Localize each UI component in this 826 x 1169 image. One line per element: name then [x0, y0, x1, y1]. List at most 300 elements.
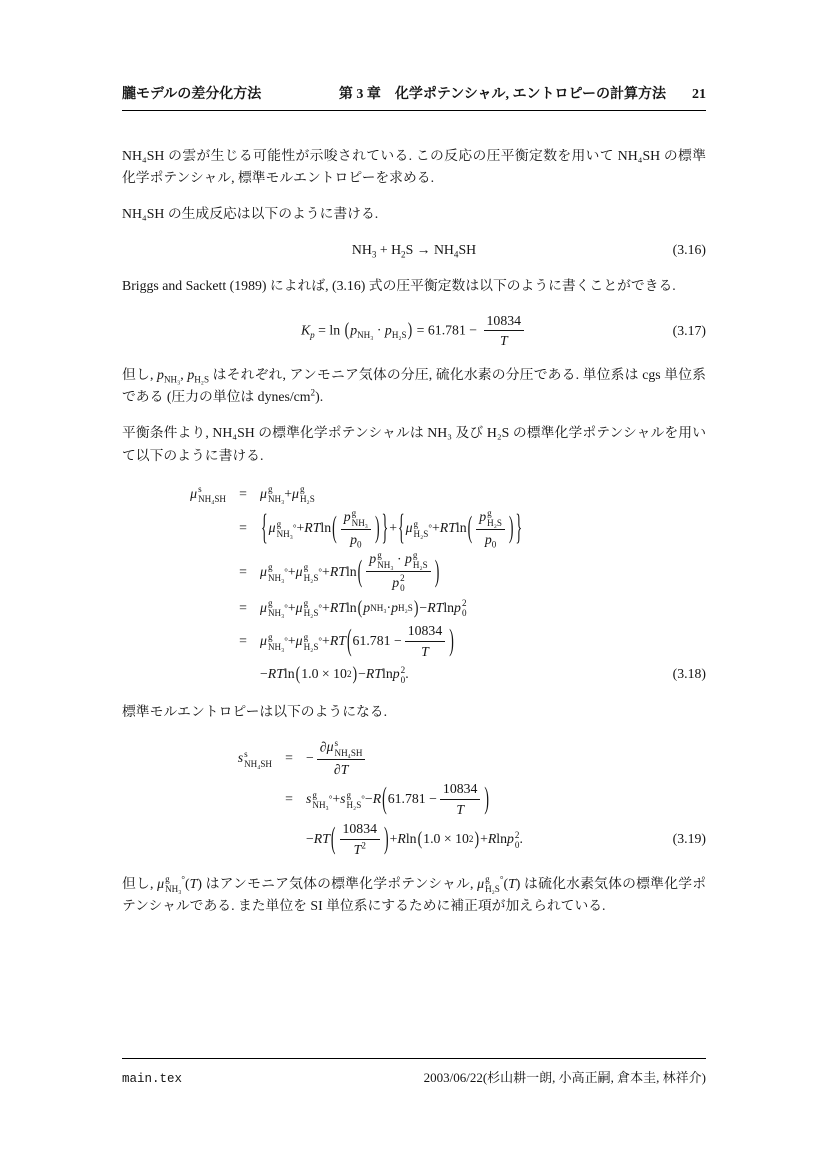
- math-delimiter: (: [382, 781, 387, 815]
- math-subscript: NH₄SH: [244, 758, 272, 769]
- math-text: 但し,: [122, 367, 158, 383]
- math-subscript: 0: [357, 539, 362, 550]
- math-delimiter: }: [515, 507, 523, 547]
- eq-rhs: s g NH₃ ° + s g H₂S ° − R ( 61.781 − $\frac{10834}{T}$ ): [306, 780, 706, 819]
- math-text: +: [287, 599, 296, 615]
- math-subscript: NH₃: [267, 494, 285, 505]
- math-text: = 61.781 −: [413, 322, 481, 338]
- math-text: +: [389, 831, 398, 847]
- page-header: [122, 86, 706, 111]
- math-superscript: °: [499, 874, 504, 885]
- math-scripts: [485, 874, 500, 894]
- math-superscript: g: [346, 789, 352, 800]
- math-superscript: g: [413, 518, 419, 529]
- math-var: p: [343, 508, 351, 524]
- math-var: p: [392, 574, 400, 590]
- eq-rhs: μ g NH₃ ° + μ g H₂S ° + RT ln ( p g NH₃ · p g H₂S p 2 0 ): [260, 550, 706, 594]
- math-text: 1.0 × 10: [301, 666, 347, 682]
- math-delimiter: ): [413, 596, 419, 618]
- math-var: p: [391, 599, 399, 615]
- math-delimiter: (: [332, 510, 337, 544]
- math-scripts: [277, 519, 293, 539]
- math-superscript: g: [267, 631, 273, 642]
- math-text: 但し,: [122, 875, 158, 891]
- math-var: RT: [365, 666, 383, 682]
- eq-rhs: μ g NH₃ ° + μ g H₂S ° + RT ( 61.781 − $\frac{10834}{T}$ ): [260, 622, 706, 661]
- math-var: ∂T: [333, 761, 349, 777]
- math-subscript: NH₃: [267, 608, 285, 619]
- math-superscript: g: [267, 562, 273, 573]
- math-text: ln: [496, 831, 508, 847]
- math-scripts: [300, 484, 315, 504]
- math-var-scripted: [326, 737, 363, 758]
- math-delimiter: ): [474, 827, 480, 849]
- math-subscript: H₂S: [413, 529, 429, 540]
- eq-rhs: μ g NH₃ ° + μ g H₂S ° + RT ln ( p NH₃ · p H₂S ) − RT ln p 2 0: [260, 597, 706, 619]
- math-var: T: [456, 801, 465, 817]
- math-text: ln: [320, 520, 332, 536]
- math-subscript: NH₃: [357, 329, 374, 340]
- math-var-scripted: [260, 597, 284, 619]
- math-text: 10834: [442, 780, 478, 796]
- math-text: +: [389, 520, 397, 536]
- math-text: ·: [386, 599, 392, 615]
- math-denominator: [482, 530, 499, 549]
- math-delimiter: {: [397, 507, 405, 547]
- math-numerator: [405, 622, 446, 642]
- math-var: T: [353, 841, 362, 857]
- math-var: μ: [477, 875, 485, 891]
- math-text: +: [480, 831, 488, 847]
- math-scripts: [304, 598, 319, 618]
- math-superscript: s: [244, 748, 248, 759]
- eq-relation: =: [239, 520, 247, 536]
- math-text: = ln: [314, 322, 344, 338]
- math-var: p: [384, 322, 392, 338]
- math-var-scripted: [269, 517, 293, 539]
- math-scripts: [165, 874, 181, 894]
- math-subscript: 2: [401, 250, 406, 261]
- math-subscript: NH₄SH: [198, 494, 226, 505]
- paragraph-1: [122, 145, 706, 189]
- math-subscript: p: [310, 329, 315, 340]
- equation-row: [122, 820, 706, 859]
- math-superscript: g: [377, 549, 382, 560]
- math-text: +: [287, 633, 296, 649]
- math-superscript: g: [165, 874, 170, 885]
- math-numerator: [440, 780, 481, 800]
- math-text: ln: [283, 666, 295, 682]
- math-superscript: g: [303, 562, 309, 573]
- math-scripts: [268, 598, 284, 618]
- math-delimiter: (: [346, 623, 352, 657]
- math-subscript: H₂S: [194, 374, 210, 385]
- math-text: +: [322, 599, 330, 615]
- math-var: μ: [295, 599, 303, 615]
- math-var-scripted: [306, 788, 329, 810]
- math-text: Briggs and Sackett (1989) によれば, (3.16) 式の圧平衡定数は以下のように書くことができる.: [122, 278, 676, 294]
- eq-rhs: − RT ln ( 1.0 × 10 2 ) − RT ln p 2 0 .: [260, 663, 706, 685]
- eq-relation: =: [239, 485, 247, 501]
- math-scripts: [346, 790, 361, 810]
- paragraph-7: [122, 873, 706, 917]
- math-superscript: 2: [514, 829, 520, 840]
- math-subscript: NH₃: [276, 529, 293, 540]
- footer-date: 2003/06/22(杉山耕一朗, 小高正嗣, 倉本圭, 林祥介): [423, 1070, 706, 1085]
- math-subscript: NH₃: [163, 374, 181, 385]
- math-var: μ: [292, 485, 299, 501]
- math-scripts: [304, 632, 319, 652]
- math-var-scripted: [296, 597, 319, 619]
- paragraph-2: [122, 203, 706, 225]
- page-footer: [122, 1058, 706, 1086]
- math-subscript: NH₃: [351, 517, 368, 528]
- equation-body: [122, 239, 706, 261]
- math-superscript: g: [351, 507, 357, 518]
- math-scripts: [268, 484, 284, 504]
- math-subscript: 0: [491, 539, 497, 550]
- math-var-scripted: [292, 483, 315, 505]
- math-var-scripted: [406, 517, 429, 539]
- math-text: ·: [393, 551, 405, 567]
- math-text: ·: [373, 322, 385, 338]
- math-superscript: 2: [400, 665, 406, 676]
- math-text: −: [260, 666, 268, 682]
- math-subscript: H₂S: [412, 560, 428, 571]
- math-scripts: [312, 790, 328, 810]
- math-var: p: [392, 666, 400, 682]
- paragraph-5: [122, 422, 706, 466]
- math-subscript: 0: [514, 839, 520, 850]
- math-numerator: [340, 820, 381, 840]
- math-subscript: H₂S: [303, 608, 319, 619]
- math-text: +: [322, 563, 330, 579]
- math-scripts: [268, 632, 284, 652]
- math-var-scripted: [393, 663, 405, 685]
- math-denominator: [418, 642, 432, 661]
- math-denominator: [347, 530, 364, 549]
- math-denominator: [453, 800, 467, 819]
- math-scripts: [400, 573, 405, 593]
- math-var: μ: [260, 485, 267, 501]
- eq-relation: =: [239, 599, 247, 615]
- math-superscript: s: [198, 484, 202, 495]
- math-text: ).: [315, 389, 324, 405]
- math-fraction: [476, 508, 505, 549]
- math-var-scripted: [507, 828, 519, 850]
- math-delimiter: (: [467, 510, 473, 544]
- equation-number: (3.17): [672, 322, 706, 338]
- math-superscript: g: [276, 518, 282, 529]
- equation-row: [122, 481, 706, 507]
- math-scripts: [487, 508, 502, 528]
- paragraph-6: [122, 701, 706, 723]
- math-delimiter: ): [407, 318, 413, 340]
- math-var: s: [237, 750, 244, 766]
- math-text: S → NH: [405, 242, 454, 258]
- math-subscript: H₂S: [299, 494, 315, 505]
- math-text: NH₄SH の雲が生じる可能性が示唆されている. この反応の圧平衡定数を用いて NH₄SH の標準化学ポテンシャル, 標準モルエントロピーを求める.: [122, 148, 706, 186]
- running-head-chapter: 第 3 章 化学ポテンシャル, エントロピーの計算方法: [338, 87, 666, 102]
- math-delimiter: ): [449, 623, 454, 657]
- equation-row: [122, 622, 706, 661]
- math-text: ln: [345, 599, 357, 615]
- math-var: p: [363, 599, 371, 615]
- math-var: R: [487, 831, 497, 847]
- math-fraction: [405, 622, 446, 661]
- equation-row: [122, 780, 706, 819]
- math-text: 10834: [407, 622, 443, 638]
- math-fraction: [366, 550, 430, 594]
- equation-3-19: [122, 738, 706, 859]
- math-var: RT: [267, 666, 284, 682]
- footer-filename: main.tex: [122, 1072, 183, 1086]
- math-subscript: NH₃: [165, 884, 182, 895]
- math-text: 61.781 −: [352, 633, 402, 649]
- math-var: T: [499, 333, 508, 349]
- math-text: ) はアンモニア気体の標準化学ポテンシャル,: [197, 875, 478, 891]
- math-superscript: 2: [361, 840, 366, 851]
- math-var: RT: [329, 633, 346, 649]
- math-delimiter: ): [352, 663, 358, 685]
- math-numerator: [317, 738, 366, 760]
- math-subscript: 0: [400, 675, 406, 686]
- math-denominator: [497, 331, 511, 350]
- math-delimiter: ): [508, 510, 514, 544]
- math-delimiter: ): [484, 781, 490, 815]
- math-text: ,: [180, 367, 188, 383]
- math-superscript: g: [267, 598, 273, 609]
- math-var-scripted: [260, 561, 284, 583]
- math-var: μ: [260, 563, 267, 579]
- math-delimiter: ): [384, 821, 389, 855]
- equation-row: [122, 550, 706, 594]
- math-text: .: [519, 831, 523, 847]
- math-scripts: [462, 598, 467, 618]
- equation-row: [122, 661, 706, 687]
- math-subscript: H₂S: [303, 572, 319, 583]
- math-var-scripted: [479, 507, 502, 528]
- math-superscript: g: [487, 507, 492, 518]
- math-text: −: [358, 666, 366, 682]
- math-text: −: [306, 750, 314, 766]
- math-text: +: [431, 520, 440, 536]
- math-var: RT: [329, 599, 346, 615]
- math-scripts: [414, 519, 429, 539]
- math-scripts: [377, 550, 393, 570]
- math-superscript: g: [485, 874, 490, 885]
- math-numerator: [366, 550, 430, 572]
- math-denominator: [389, 572, 407, 593]
- eq-lhs: [122, 747, 272, 769]
- math-text: (: [185, 875, 190, 891]
- eq-rhs: [306, 738, 706, 779]
- math-delimiter: ): [434, 554, 440, 588]
- math-text: (: [503, 875, 509, 891]
- equation-body: [122, 312, 706, 351]
- math-subscript: NH₃: [312, 800, 329, 811]
- math-var: μ: [326, 738, 334, 754]
- math-subscript: 4: [453, 250, 459, 261]
- math-delimiter: {: [261, 507, 268, 547]
- equation-number: (3.19): [672, 831, 706, 847]
- math-text: + H: [376, 242, 402, 258]
- math-var: K: [300, 322, 311, 338]
- math-denominator: [331, 760, 352, 779]
- page-content: [122, 86, 706, 931]
- math-var: μ: [268, 520, 276, 536]
- eq-relation: =: [239, 633, 247, 649]
- eq-rhs: { μ g NH₃ ° + RT ln ( p g NH₃ $p_0$ ) } + { μ g H₂S ° + RT ln ( p g H₂S $p_0$ ) }: [260, 508, 706, 549]
- math-var: μ: [405, 520, 413, 536]
- math-text: 標準モルエントロピーは以下のようになる.: [122, 704, 388, 720]
- math-superscript: g: [412, 549, 418, 560]
- math-var-scripted: [392, 573, 405, 594]
- math-delimiter: ): [374, 510, 380, 544]
- math-text: −: [364, 791, 373, 807]
- math-text: .: [405, 666, 409, 682]
- math-text: +: [296, 520, 305, 536]
- math-scripts: [352, 508, 368, 528]
- paragraph-3: [122, 275, 706, 297]
- math-var: μ: [260, 633, 267, 649]
- math-var-scripted: [296, 630, 319, 652]
- math-var: p: [350, 531, 358, 547]
- math-text: +: [332, 791, 341, 807]
- math-var: s: [340, 791, 346, 807]
- math-var-scripted: [296, 561, 319, 583]
- math-fraction: [440, 780, 481, 819]
- math-text: +: [287, 563, 296, 579]
- math-text: ln: [345, 563, 357, 579]
- math-var: μ: [157, 875, 165, 891]
- math-superscript: g: [299, 484, 305, 495]
- math-var-scripted: [260, 630, 284, 652]
- math-var: p: [350, 322, 358, 338]
- math-var: R: [372, 791, 382, 807]
- math-numerator: [484, 312, 525, 332]
- math-text: ln: [382, 666, 393, 682]
- math-numerator: [476, 508, 505, 530]
- eq-relation: =: [285, 791, 293, 807]
- math-var: s: [306, 791, 312, 807]
- running-head-section: 朧モデルの差分化方法: [122, 87, 262, 102]
- equation-3-17: [122, 312, 706, 351]
- math-var: μ: [295, 633, 303, 649]
- math-subscript: H₂S: [485, 884, 500, 895]
- math-var: p: [187, 367, 195, 383]
- math-fraction: [317, 738, 366, 779]
- math-delimiter: }: [381, 507, 389, 547]
- math-superscript: g: [303, 631, 309, 642]
- math-text: はそれぞれ, アンモニア気体の分圧, 硫化水素の分圧である. 単位系は cgs 単位系である (圧力の単位は dynes/cm: [122, 367, 706, 405]
- math-superscript: 2: [461, 598, 467, 609]
- math-superscript: 2: [400, 573, 405, 584]
- math-var: RT: [313, 831, 330, 847]
- equation-3-16: [122, 239, 706, 261]
- math-scripts: [335, 738, 363, 758]
- math-superscript: g: [312, 789, 317, 800]
- math-text: −: [419, 599, 428, 615]
- math-var: p: [479, 508, 487, 524]
- math-text: 10834: [342, 820, 377, 836]
- math-var: μ: [190, 485, 198, 501]
- math-var-scripted: [238, 747, 272, 769]
- math-text: ln: [455, 520, 467, 536]
- math-delimiter: (: [295, 663, 301, 685]
- math-delimiter: (: [344, 318, 350, 340]
- math-var: p: [369, 551, 377, 567]
- math-scripts: [244, 749, 272, 769]
- math-subscript: H₂S: [346, 800, 362, 811]
- eq-rhs: [260, 483, 706, 505]
- math-var: μ: [295, 563, 303, 579]
- math-text: ln: [405, 831, 417, 847]
- math-var: ∂: [319, 738, 327, 754]
- math-fraction: [341, 508, 371, 549]
- math-numerator: [341, 508, 371, 530]
- math-superscript: 2: [310, 387, 316, 398]
- math-var: p: [405, 551, 412, 567]
- math-var: μ: [260, 599, 267, 615]
- math-subscript: H₂S: [487, 517, 502, 528]
- math-denominator: [351, 840, 369, 859]
- math-text: SH: [458, 242, 477, 258]
- math-subscript: NH₃: [377, 560, 394, 571]
- math-subscript: NH₄SH: [334, 747, 363, 758]
- equation-row: [122, 738, 706, 779]
- math-var-scripted: [369, 549, 394, 571]
- math-var: T: [421, 643, 429, 659]
- math-text: 1.0 × 10: [423, 831, 469, 847]
- math-subscript: 0: [400, 583, 405, 594]
- math-text: 10834: [486, 312, 522, 328]
- math-var: RT: [427, 599, 444, 615]
- equation-number: (3.18): [672, 666, 706, 682]
- math-var: p: [507, 831, 514, 847]
- math-text: NH₄SH の生成反応は以下のように書ける.: [122, 206, 379, 222]
- math-var: RT: [329, 563, 346, 579]
- math-text: +: [322, 633, 330, 649]
- page-number: 21: [692, 87, 706, 102]
- math-text: +: [284, 485, 293, 501]
- math-delimiter: (: [357, 596, 363, 618]
- math-subscript: H₂S: [391, 329, 407, 340]
- math-scripts: [198, 484, 226, 504]
- eq-relation: =: [285, 750, 293, 766]
- math-var: RT: [304, 520, 321, 536]
- math-subscript: NH₃: [267, 641, 285, 652]
- math-delimiter: (: [357, 554, 363, 588]
- math-var: R: [397, 831, 406, 847]
- math-superscript: s: [334, 737, 339, 748]
- math-var: T: [508, 875, 516, 891]
- math-superscript: g: [267, 484, 273, 495]
- math-var: T: [189, 875, 198, 891]
- math-scripts: [268, 562, 284, 582]
- math-scripts: [304, 562, 319, 582]
- math-fraction: [340, 820, 381, 859]
- math-text: ln: [443, 599, 455, 615]
- math-var-scripted: [477, 874, 500, 895]
- equation-3-18: [122, 481, 706, 688]
- math-superscript: g: [303, 598, 309, 609]
- math-delimiter: (: [417, 827, 423, 849]
- math-var-scripted: [405, 549, 428, 571]
- math-subscript: H₂S: [303, 641, 319, 652]
- math-var-scripted: [340, 788, 361, 810]
- math-text: 61.781 −: [387, 791, 437, 807]
